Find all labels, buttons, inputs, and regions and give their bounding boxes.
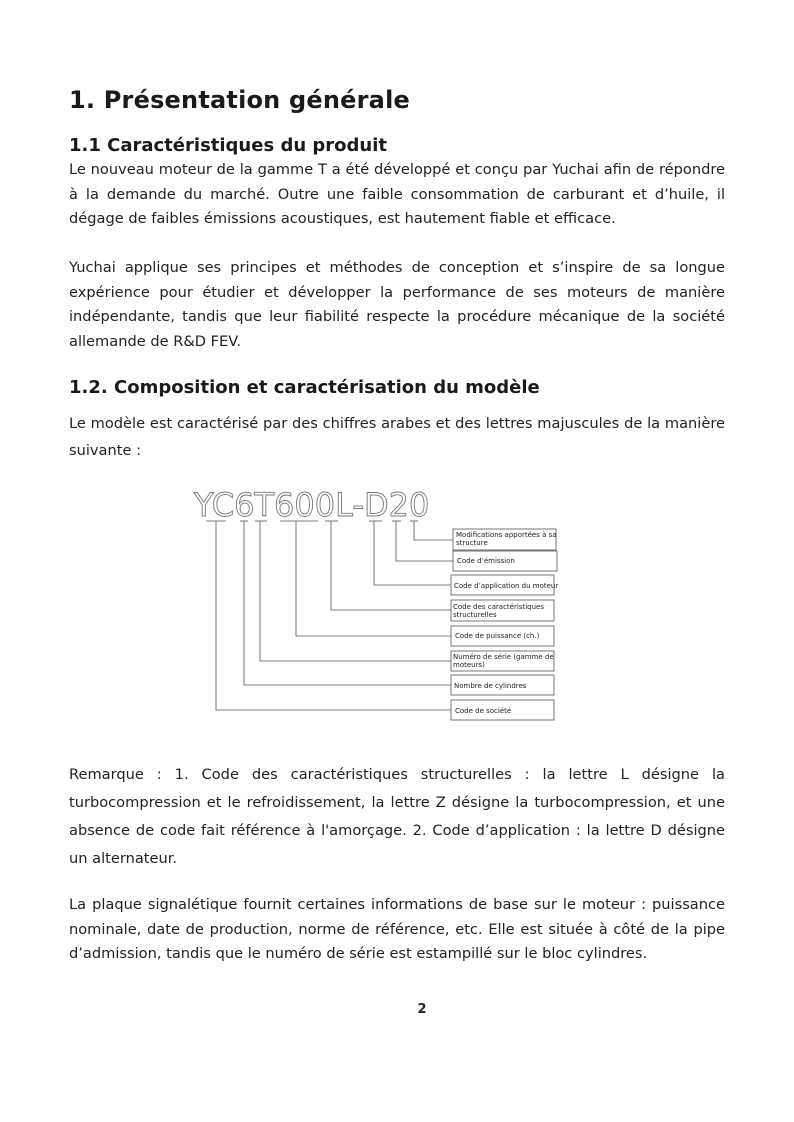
paragraph-design-principles: Yuchai applique ses principes et méthodes de conception et s’inspire de sa longue expérience pour étudier et développer la performance de ses moteurs de manière indépendante, tandis que leur fiabilité respecte la procédure mécanique de la société allemande de R&D FEV. <box>69 259 725 350</box>
label-series-number: Numéro de série (gamme de moteurs) <box>453 653 554 669</box>
label-company-code: Code de société <box>455 707 512 715</box>
label-structural-characteristics-code: Code des caractéristiques structurelles <box>453 603 544 619</box>
label-structure-modifications: Modifications apportées à sa structure <box>456 531 557 547</box>
paragraph-remark: Remarque : 1. Code des caractéristiques structurelles : la lettre L désigne la turbocompression et le refroidissement, la lettre Z désigne la turbocompression, et une absence de code fait référence à l'amorçage. 2. Code d’application : la lettre D désigne un alternateur. <box>69 766 725 867</box>
model-code-text: YC6T600L-D20 <box>194 486 430 524</box>
page-title: 1. Présentation générale <box>69 86 410 114</box>
paragraph-model-intro: Le modèle est caractérisé par des chiffres arabes et des lettres majuscules de la manière suivante : <box>69 415 725 459</box>
section-heading-model-composition: 1.2. Composition et caractérisation du modèle <box>69 377 540 398</box>
label-emission-code: Code d’émission <box>457 557 515 565</box>
paragraph-nameplate: La plaque signalétique fournit certaines informations de base sur le moteur : puissance nominale, date de production, norme de référence, etc. Elle est située à côté de la pipe d’admission, tandis que le numéro de série est estampillé sur le bloc cylindres. <box>69 896 725 962</box>
label-application-code: Code d’application du moteur <box>454 582 559 590</box>
diagram-connector-lines <box>206 521 453 710</box>
label-cylinder-count: Nombre de cylindres <box>454 682 527 690</box>
paragraph-product-intro: Le nouveau moteur de la gamme T a été développé et conçu par Yuchai afin de répondre à la demande du marché. Outre une faible consommation de carburant et d’huile, il dégage de faibles émissions acoustiques, est hautement fiable et efficace. <box>69 161 725 227</box>
page-number: 2 <box>417 1002 427 1017</box>
section-heading-product-features: 1.1 Caractéristiques du produit <box>69 135 388 156</box>
label-power-code: Code de puissance (ch.) <box>455 632 540 640</box>
